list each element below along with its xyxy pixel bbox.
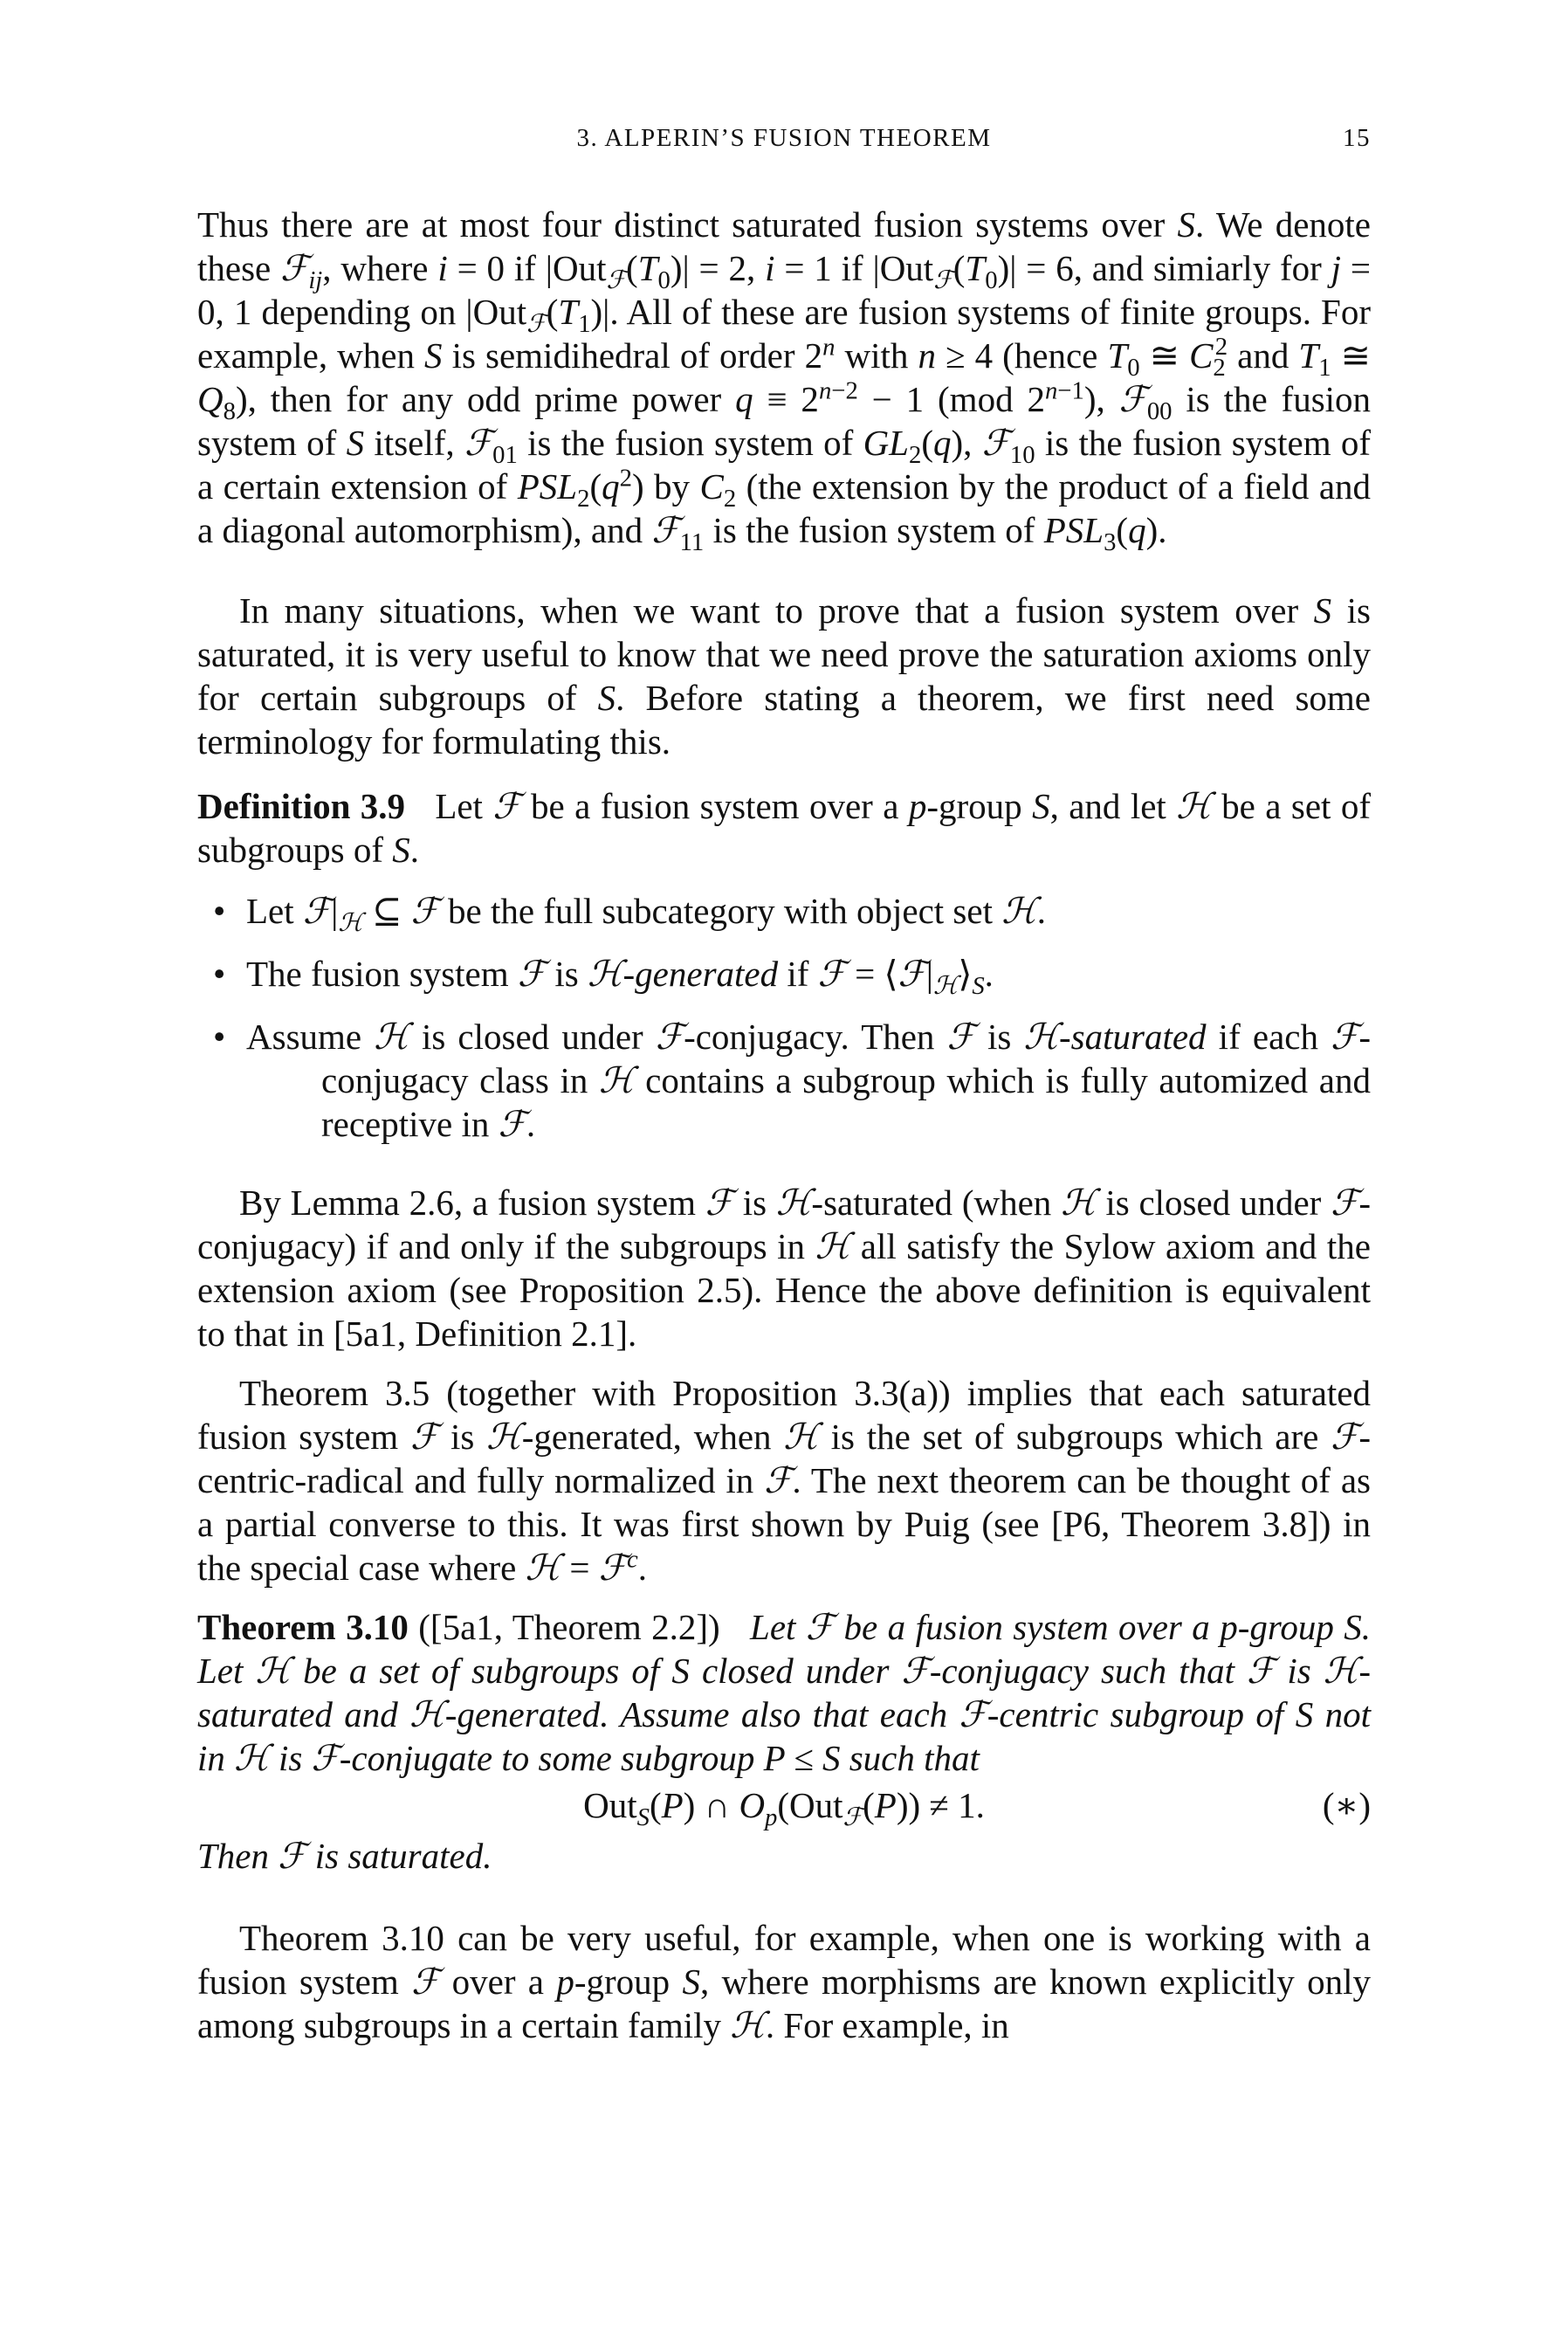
page-body: [197, 121, 1371, 2047]
theorem-conclusion: Then ℱ is saturated.: [197, 1835, 492, 1877]
page-number: 15: [1343, 124, 1371, 152]
theorem-3-10: Theorem 3.10 ([5a1, Theorem 2.2]) Let ℱ be a fusion system over a p-group S. Let ℋ be a set of subgroups of S closed under ℱ-conjugacy such that ℱ is ℋ-saturated and ℋ-generated. Assume also that each ℱ-centric subgroup of S not in ℋ is ℱ-conjugate to some subgroup P ≤ S such that: [197, 1606, 1372, 1779]
paragraph-fusion-systems: Thus there are at most four distinct saturated fusion systems over S. We denote these ℱ$_{ij}$, where i = 0 if $|Out_ℱ(T_0)| = 2$, i = 1 if $|Out_ℱ(T_0)| = 6$, and simiarly for j = 0, 1 depending on $|Out_ℱ(T_1)|$. All of these are fusion systems of finite groups. For example, when S is semidihedral of order 2$^n$ with n ≥ 4 (hence $T_0$ ≅ $C_2^2$ and $T_1$ ≅ $Q_8$), then for any odd prime power $q \equiv 2^{n-2} - 1$ (mod $2^{n-1}$), ℱ$_{00}$ is the fusion system of S itself, ℱ$_{01}$ is the fusion system of $GL_2(q)$, ℱ$_{10}$ is the fusion system of a certain extension of $PSL_2(q^2)$ by $C_2$ (the extension by the product of a field and a diagonal automorphism), and ℱ$_{11}$ is the fusion system of $PSL_3(q)$.: [197, 204, 1372, 557]
definition-bullets: [197, 889, 1371, 1146]
list-item: • The fusion system ℱ is ℋ-generated if ℱ = $⟨ℱ|_ℋ⟩_S$.: [213, 953, 994, 1001]
definition-label: Definition 3.9: [197, 786, 406, 826]
theorem-label: Theorem 3.10: [197, 1607, 409, 1647]
definition-3-9: Definition 3.9 Let ℱ be a fusion system over a p-group S, and let ℋ be a set of subgroups of S.: [197, 785, 1372, 870]
running-title: 3. ALPERIN’S FUSION THEOREM: [576, 124, 992, 152]
paragraph-saturation-intro: In many situations, when we want to prove that a fusion system over S is saturated, it is very useful to know that we need prove the saturation axioms only for certain subgroups of S. Before stating a theorem, we first need some terminology for formulating this.: [197, 590, 1371, 762]
equation-tag: (∗): [1322, 1785, 1371, 1825]
display-equation: Out$_S$(P) ∩ $O_p(Out_ℱ(P)) \ne 1$. (∗): [583, 1785, 1371, 1832]
paragraph-lemma-2-6: By Lemma 2.6, a fusion system ℱ is ℋ-saturated (when ℋ is closed under ℱ-conjugacy) if and only if the subgroups in ℋ all satisfy the Sylow axiom and the extension axiom (see Proposition 2.5). Hence the above definition is equivalent to that in [5a1, Definition 2.1].: [197, 1182, 1371, 1354]
paragraph-theorem-3-10-usage: Theorem 3.10 can be very useful, for example, when one is working with a fusion system ℱ over a p-group S, where morphisms are known explicitly only among subgroups in a certain family ℋ. For example, in: [197, 1918, 1371, 2046]
list-item: • Let $ℱ|_ℋ$ ⊆ ℱ be the full subcategory with object set ℋ.: [213, 890, 1047, 938]
list-item: • Assume ℋ is closed under ℱ-conjugacy. Then ℱ is ℋ-saturated if each ℱ-conjugacy class in ℋ contains a subgroup which is fully automized and receptive in ℱ.: [213, 1016, 1371, 1145]
paragraph-theorem-3-5: Theorem 3.5 (together with Proposition 3.3(a)) implies that each saturated fusion system ℱ is ℋ-generated, when ℋ is the set of subgroups which are ℱ-centric-radical and fully normalized in ℱ. The next theorem can be thought of as a partial converse to this. It was first shown by Puig (see [P6, Theorem 3.8]) in the special case where ℋ = ℱ$^c$.: [197, 1373, 1372, 1589]
